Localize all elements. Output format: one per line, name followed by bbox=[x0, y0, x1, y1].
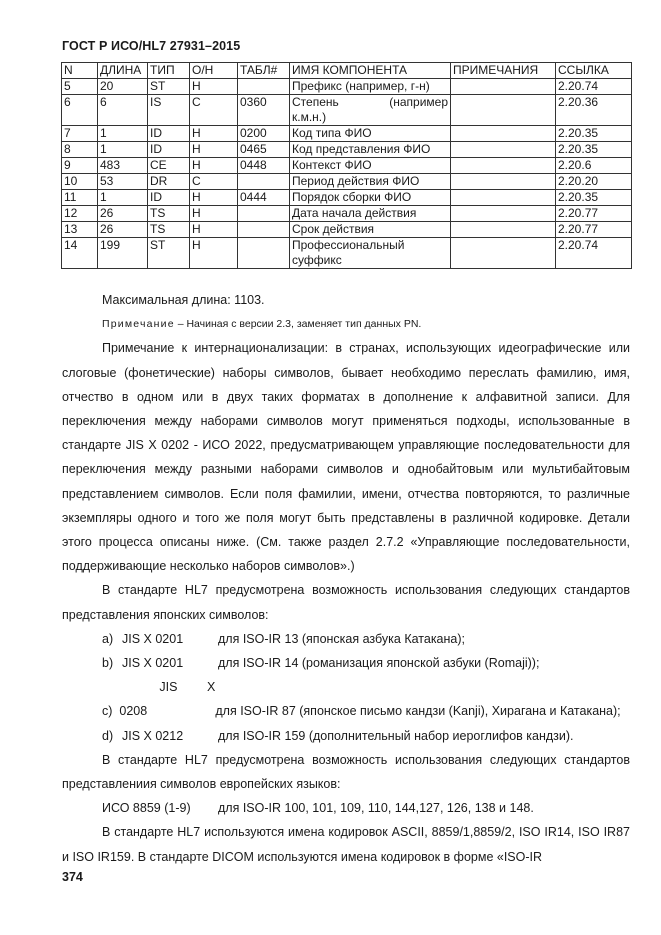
list-item-text: для ISO-IR 13 (японская азбука Катакана); bbox=[218, 631, 466, 646]
cell-type: IS bbox=[148, 95, 190, 126]
cell-table bbox=[238, 174, 290, 190]
table-row bbox=[62, 238, 632, 269]
cell-length: 483 bbox=[98, 158, 148, 174]
cell-notes bbox=[451, 206, 556, 222]
cell-ref: 2.20.77 bbox=[556, 222, 632, 238]
cell-length: 20 bbox=[98, 79, 148, 95]
table-row bbox=[62, 222, 632, 238]
cell-name: Порядок сборки ФИО bbox=[290, 190, 451, 206]
list-item-text: для ISO-IR 14 (романизация японской азбуки (Romaji)); bbox=[218, 656, 540, 671]
cell-length: 26 bbox=[98, 206, 148, 222]
cell-name: Контекст ФИО bbox=[290, 158, 451, 174]
cell-ref: 2.20.35 bbox=[556, 142, 632, 158]
iso-text: для ISO-IR 100, 101, 109, 110, 144,127, 126, 138 и 148. bbox=[218, 801, 534, 816]
cell-table bbox=[238, 222, 290, 238]
cell-on: Н bbox=[190, 222, 238, 238]
cell-name: Период действия ФИО bbox=[290, 174, 451, 190]
iso-line bbox=[102, 796, 630, 820]
cell-length: 6 bbox=[98, 95, 148, 126]
cell-on: Н bbox=[190, 158, 238, 174]
paragraph-encoding-names: В стандарте HL7 используются имена кодировок ASCII, 8859/1,8859/2, ISO IR14, ISO IR87 и ISO IR159. В стандарте DICOM используются имена кодировок в форме «ISO-IR bbox=[62, 825, 630, 864]
name-part: (например bbox=[389, 95, 448, 109]
cell-ref: 2.20.36 bbox=[556, 95, 632, 126]
cell-table bbox=[238, 238, 290, 269]
cell-name-line: к.м.н.) bbox=[292, 110, 327, 124]
column-header: ТАБЛ# bbox=[238, 63, 290, 79]
list-item-label: b) bbox=[102, 656, 114, 671]
list-item-label: a) bbox=[102, 631, 114, 646]
column-header: ИМЯ КОМПОНЕНТА bbox=[290, 63, 451, 79]
cell-name: Срок действия bbox=[290, 222, 451, 238]
column-header: О/Н bbox=[190, 63, 238, 79]
cell-ref: 2.20.74 bbox=[556, 238, 632, 269]
list-item bbox=[102, 627, 630, 651]
cell-length: 199 bbox=[98, 238, 148, 269]
cell-type: ST bbox=[148, 238, 190, 269]
cell-n: 5 bbox=[62, 79, 98, 95]
cell-type: ID bbox=[148, 126, 190, 142]
cell-notes bbox=[451, 126, 556, 142]
document-header: ГОСТ Р ИСО/HL7 27931–2015 bbox=[62, 39, 241, 53]
table-row bbox=[62, 190, 632, 206]
column-header: N bbox=[62, 63, 98, 79]
cell-on: С bbox=[190, 95, 238, 126]
cell-on: Н bbox=[190, 142, 238, 158]
column-header: ССЫЛКА bbox=[556, 63, 632, 79]
cell-n: 9 bbox=[62, 158, 98, 174]
cell-type: TS bbox=[148, 222, 190, 238]
cell-name-line: Профессиональный bbox=[292, 238, 405, 252]
paragraph-internationalization: Примечание к интернационализации: в странах, использующих идеографические или слоговые (фонетические) наборы символов, бывает необходимо переслать фамилию, имя, отчество в одном или в двух таких форматах в дополнение к алфавитной записи. Для переключения между наборами символов могут применяться подходы, использованные в стандарте JIS X 0202 - ИСО 2022, предусматривающем управляющие последовательности для переключения между разными наборами символов и однобайтовым или мультибайтовым представлением символов. Если поля фамилии, имени, отчества повторяются, то различные экземпляры одного и того же поля могут быть представлены в различной кодировке. Детали этого процесса описаны ниже. (См. также раздел 2.7.2 «Управляющие последовательности, поддерживающие несколько наборов символов».) bbox=[62, 341, 630, 574]
cell-type: CE bbox=[148, 158, 190, 174]
cell-on: Н bbox=[190, 126, 238, 142]
cell-length: 1 bbox=[98, 126, 148, 142]
cell-n: 7 bbox=[62, 126, 98, 142]
cell-notes bbox=[451, 79, 556, 95]
cell-type: DR bbox=[148, 174, 190, 190]
table-row bbox=[62, 142, 632, 158]
cell-n: 12 bbox=[62, 206, 98, 222]
cell-n: 6 bbox=[62, 95, 98, 126]
list-item-code: JIS X 0201 bbox=[122, 656, 184, 671]
note-label: Примечание bbox=[102, 318, 175, 331]
cell-name: Дата начала действия bbox=[290, 206, 451, 222]
components-table bbox=[61, 62, 632, 269]
cell-on: Н bbox=[190, 190, 238, 206]
list-item-code: JIS X 0212 bbox=[122, 728, 184, 743]
cell-on: Н bbox=[190, 238, 238, 269]
cell-length: 26 bbox=[98, 222, 148, 238]
table-row bbox=[62, 174, 632, 190]
cell-notes bbox=[451, 238, 556, 269]
table-row bbox=[62, 206, 632, 222]
iso-code: ИСО 8859 (1-9) bbox=[102, 801, 191, 816]
note-line bbox=[62, 312, 630, 336]
body-text bbox=[62, 288, 630, 869]
table-row bbox=[62, 79, 632, 95]
page-number: 374 bbox=[62, 870, 83, 884]
cell-on: Н bbox=[190, 206, 238, 222]
column-header: ТИП bbox=[148, 63, 190, 79]
cell-name-line bbox=[292, 95, 448, 110]
cell-on: Н bbox=[190, 79, 238, 95]
cell-ref: 2.20.74 bbox=[556, 79, 632, 95]
column-header: ДЛИНА bbox=[98, 63, 148, 79]
cell-notes bbox=[451, 142, 556, 158]
cell-notes bbox=[451, 190, 556, 206]
list-item-label: d) bbox=[102, 728, 114, 743]
cell-name: Код типа ФИО bbox=[290, 126, 451, 142]
list-item bbox=[102, 651, 630, 675]
paragraph-japanese-standards: В стандарте HL7 предусмотрена возможность использования следующих стандартов представления японских символов: bbox=[62, 583, 630, 622]
cell-table: 0448 bbox=[238, 158, 290, 174]
cell-ref: 2.20.35 bbox=[556, 126, 632, 142]
cell-table: 0360 bbox=[238, 95, 290, 126]
cell-ref: 2.20.77 bbox=[556, 206, 632, 222]
list-item-text: для ISO-IR 159 (дополнительный набор иероглифов кандзи). bbox=[218, 728, 574, 743]
paragraph-european-standards: В стандарте HL7 предусмотрена возможность использования следующих стандартов представлениия символов европейских языков: bbox=[62, 752, 630, 792]
cell-ref: 2.20.20 bbox=[556, 174, 632, 190]
table-header-row bbox=[62, 63, 632, 79]
cell-name-line: суффикс bbox=[292, 253, 342, 267]
list-item bbox=[102, 724, 630, 748]
cell-length: 1 bbox=[98, 142, 148, 158]
cell-table: 0465 bbox=[238, 142, 290, 158]
cell-name: Код представления ФИО bbox=[290, 142, 451, 158]
cell-n: 8 bbox=[62, 142, 98, 158]
cell-type: ID bbox=[148, 190, 190, 206]
table-row bbox=[62, 95, 632, 126]
column-header: ПРИМЕЧАНИЯ bbox=[451, 63, 556, 79]
list-item-code: JIS X 0201 bbox=[122, 631, 184, 646]
list-item-code: JIS X 0208 bbox=[119, 680, 216, 719]
cell-length: 53 bbox=[98, 174, 148, 190]
name-part: Степень bbox=[292, 95, 339, 109]
cell-ref: 2.20.35 bbox=[556, 190, 632, 206]
list-item bbox=[62, 675, 630, 723]
cell-name: Префикс (например, г-н) bbox=[290, 79, 451, 95]
cell-notes bbox=[451, 158, 556, 174]
cell-ref: 2.20.6 bbox=[556, 158, 632, 174]
cell-name bbox=[290, 95, 451, 126]
table-row bbox=[62, 126, 632, 142]
cell-n: 10 bbox=[62, 174, 98, 190]
list-item-label: c) bbox=[102, 704, 113, 719]
cell-n: 14 bbox=[62, 238, 98, 269]
cell-name bbox=[290, 238, 451, 269]
cell-n: 13 bbox=[62, 222, 98, 238]
cell-length: 1 bbox=[98, 190, 148, 206]
cell-n: 11 bbox=[62, 190, 98, 206]
cell-notes bbox=[451, 95, 556, 126]
note-text: – Начиная с версии 2.3, заменяет тип данных PN. bbox=[174, 318, 422, 331]
cell-notes bbox=[451, 222, 556, 238]
list-item-text: для ISO-IR 87 (японское письмо кандзи (Kanji), Хирагана и Катакана); bbox=[215, 704, 621, 719]
cell-table: 0200 bbox=[238, 126, 290, 142]
cell-on: С bbox=[190, 174, 238, 190]
cell-type: ST bbox=[148, 79, 190, 95]
cell-table bbox=[238, 79, 290, 95]
cell-type: ID bbox=[148, 142, 190, 158]
cell-table bbox=[238, 206, 290, 222]
cell-notes bbox=[451, 174, 556, 190]
cell-type: TS bbox=[148, 206, 190, 222]
max-length-line: Максимальная длина: 1103. bbox=[102, 293, 265, 307]
table-row bbox=[62, 158, 632, 174]
cell-table: 0444 bbox=[238, 190, 290, 206]
